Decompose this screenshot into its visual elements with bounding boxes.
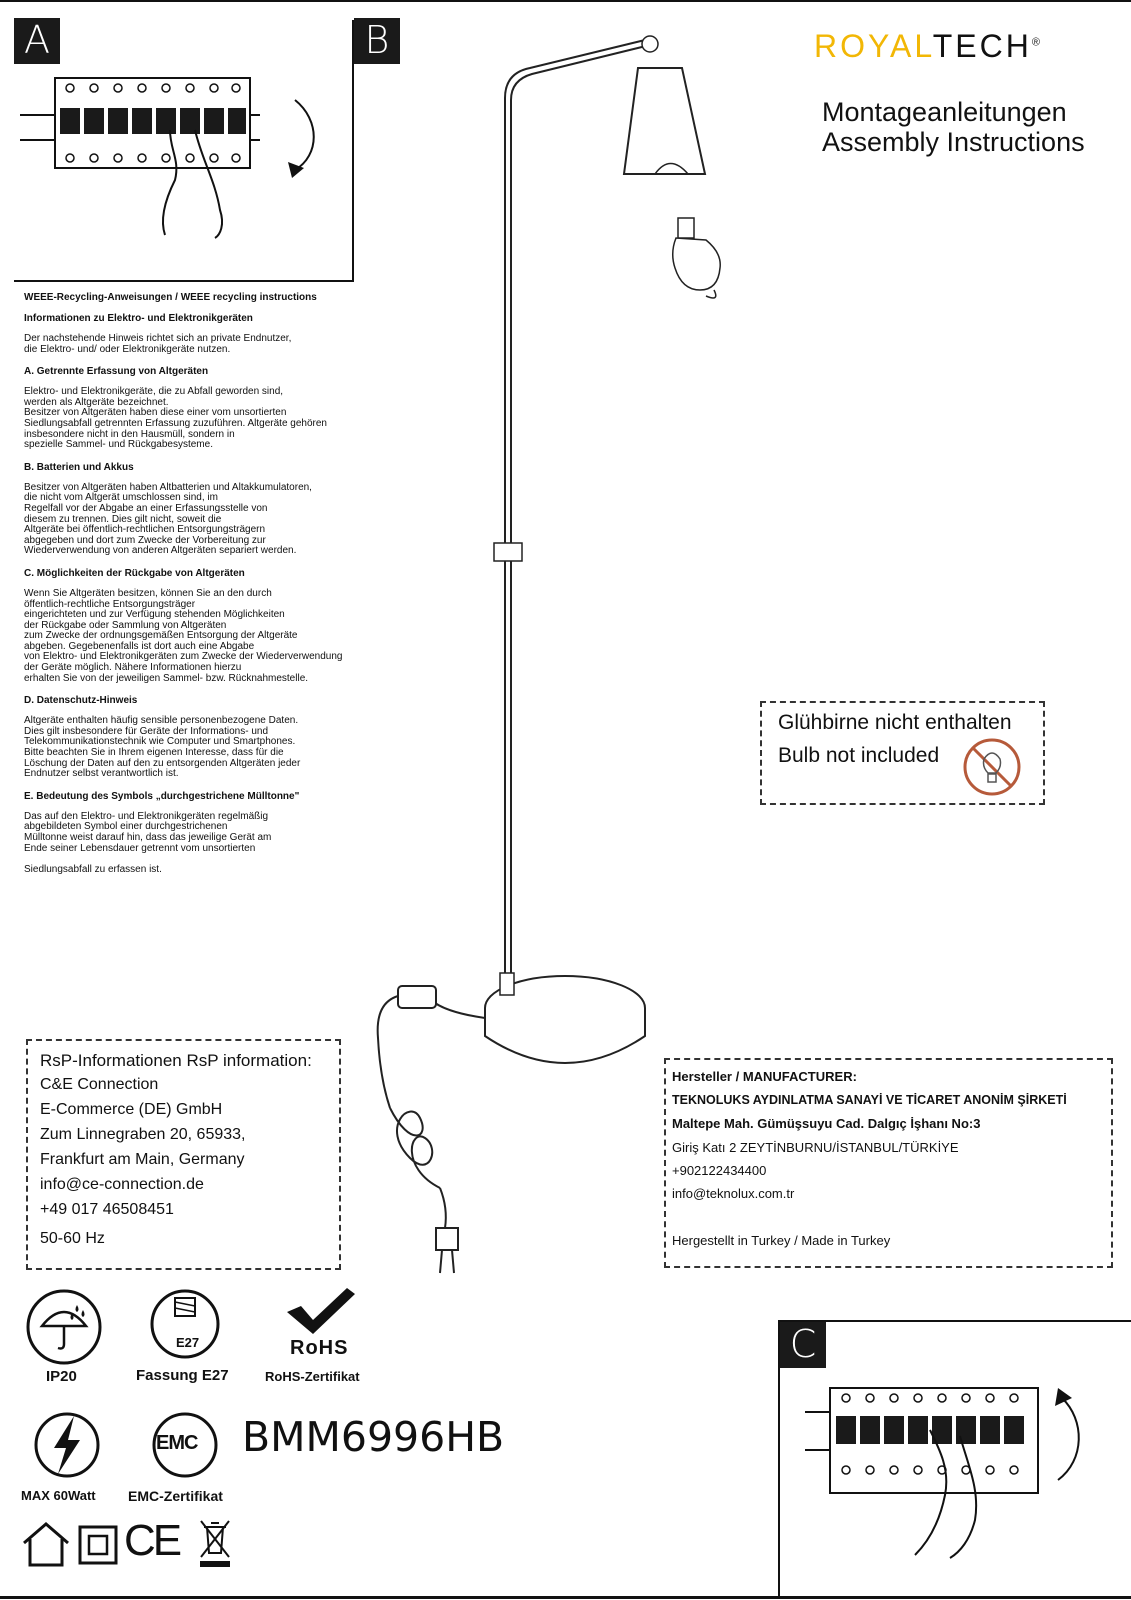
weee-section-e-text: Das auf den Elektro- und Elektronikgeräten regelmäßig abgebildeten Symbol einer durchgestrichenen Mülltonne weist darauf hin, dass das jeweilige Gerät am Ende seiner Lebensdauer getrennt vom unsortierten — [24, 810, 272, 854]
rsp-street: Zum Linnegraben 20, 65933, — [40, 1126, 246, 1143]
weee-section-b-title: B. Batterien und Akkus — [24, 461, 134, 473]
ip20-umbrella-icon — [25, 1288, 103, 1366]
registered-mark: ® — [1031, 36, 1040, 49]
class-ii-double-insulation-icon — [78, 1525, 118, 1565]
title-english: Assembly Instructions — [822, 127, 1085, 157]
manufacturer-box — [664, 1058, 1113, 1268]
weee-section-c-text: Wenn Sie Altgeräten besitzen, können Sie an den durch öffentlich-rechtliche Entsorgungsträger eingerichteten und zur Verfügung stehenden Möglichkeiten der Rückgabe oder Sammlung von Altgeräten zum Zwecke der ordnungsgemäßen Entsorgung der Altgeräte abgeben. Gegebenenfalls ist dort auch eine Abgabe von Elektro- und Elektronikgeräten zum Zwecke der Wiederverwendung der Geräte möglich. Nähere Informationen hierzu erhalten Sie von der jeweiligen Sammel- bzw. Rücknahmestelle. — [24, 587, 343, 684]
rohs-checkmark-icon — [285, 1286, 355, 1336]
brand-logo-part2: TECH — [932, 28, 1032, 64]
step-c-label: C — [780, 1322, 826, 1368]
rsp-company: C&E Connection — [40, 1076, 159, 1093]
bulb-not-included-note — [760, 701, 1045, 805]
max-power-lightning-icon — [32, 1410, 102, 1480]
ip20-caption: IP20 — [46, 1368, 77, 1385]
weee-section-e-title: E. Bedeutung des Symbols „durchgestrichene Mülltonne" — [24, 790, 300, 802]
manufacturer-origin: Hergestellt in Turkey / Made in Turkey — [672, 1233, 891, 1248]
manufacturer-name: TEKNOLUKS AYDINLATMA SANAYİ VE TİCARET ANONİM ŞİRKETİ — [672, 1093, 1067, 1107]
title-german: Montageanleitungen — [822, 97, 1067, 127]
weee-section-a-title: A. Getrennte Erfassung von Altgeräten — [24, 366, 209, 378]
crossed-bin-weee-icon — [198, 1517, 232, 1569]
brand-logo-part1: ROYAL — [814, 28, 933, 64]
indoor-use-house-icon — [21, 1521, 71, 1567]
weee-closing: Siedlungsabfall zu erfassen ist. — [24, 864, 162, 876]
brand-logo — [814, 28, 1040, 65]
rsp-city: Frankfurt am Main, Germany — [40, 1151, 245, 1168]
rsp-phone: +49 017 46508451 — [40, 1201, 174, 1218]
step-a-label: A — [14, 18, 60, 64]
rsp-information-box — [26, 1039, 341, 1270]
top-border — [0, 0, 1131, 2]
weee-recycling-section — [24, 292, 444, 887]
weee-section-d-title: D. Datenschutz-Hinweis — [24, 695, 138, 707]
breaker-switch-on-illustration — [800, 1380, 1100, 1560]
manufacturer-email: info@teknolux.com.tr — [672, 1186, 795, 1201]
max-power-caption: MAX 60Watt — [21, 1488, 96, 1503]
weee-heading: WEEE-Recycling-Anweisungen / WEEE recycling instructions — [24, 292, 317, 303]
weee-subheading: Informationen zu Elektro- und Elektronikgeräten — [24, 313, 253, 324]
rsp-heading: RsP-Informationen RsP information: — [40, 1051, 312, 1070]
weee-section-a-text: Elektro- und Elektronikgeräte, die zu Abfall geworden sind, werden als Altgeräte bezeichnet. Besitzer von Altgeräten haben diese einer vom unsortierten Siedlungsabfall getrennten Erfassung zuzuführen. Altgeräte gehören insbesondere nicht in den Hausmüll, sondern in spezielle Sammel- und Rückgabesysteme. — [24, 386, 327, 451]
weee-intro: Der nachstehende Hinweis richtet sich an private Endnutzer, die Elektro- und/ oder Elektronikgeräte nutzen. — [24, 333, 292, 355]
bulb-note-english: Bulb not included — [778, 744, 940, 767]
breaker-switch-off-illustration — [20, 70, 350, 240]
rsp-email: info@ce-connection.de — [40, 1176, 204, 1193]
weee-section-b-text: Besitzer von Altgeräten haben Altbatterien und Altakkumulatoren, die nicht vom Altgerät umschlossen sind, im Regelfall vor der Abgabe an einer Erfassungsstelle von diesem zu trennen. Dies gilt nicht, soweit die Altgeräte bei öffentlich-rechtlichen Entsorgungsträgern abgegeben und dort zum Zwecke der Vorbereitung zur Wiederverwendung von anderen Altgeräten separiert werden. — [24, 481, 312, 557]
bulb-note-german: Glühbirne nicht enthalten — [778, 711, 1012, 734]
rohs-label: RoHS — [290, 1337, 349, 1359]
manufacturer-heading: Hersteller / MANUFACTURER: — [672, 1069, 857, 1084]
rsp-frequency: 50-60 Hz — [40, 1230, 105, 1247]
manufacturer-address-1: Maltepe Mah. Gümüşsuyu Cad. Dalgıç İşhanı No:3 — [672, 1116, 981, 1131]
manufacturer-address-2: Giriş Katı 2 ZEYTİNBURNU/İSTANBUL/TÜRKİYE — [672, 1140, 959, 1155]
ce-mark: CE — [124, 1516, 180, 1565]
rohs-caption: RoHS-Zertifikat — [265, 1369, 360, 1384]
e27-socket-label: E27 — [176, 1335, 200, 1350]
emc-caption: EMC-Zertifikat — [128, 1488, 223, 1504]
e27-socket-caption: Fassung E27 — [136, 1367, 229, 1384]
rsp-company-line2: E-Commerce (DE) GmbH — [40, 1101, 223, 1118]
step-b-label: B — [354, 18, 400, 64]
weee-section-c-title: C. Möglichkeiten der Rückgabe von Altgeräten — [24, 567, 245, 579]
manufacturer-phone: +902122434400 — [672, 1163, 767, 1178]
model-number: BMM6996HB — [242, 1413, 505, 1461]
emc-label: EMC — [156, 1432, 198, 1454]
weee-section-d-text: Altgeräte enthalten häufig sensible personenbezogene Daten. Dies gilt insbesondere für Geräte der Informations- und Telekommunikationstechnik wie Computer und Smartphones. Bitte beachten Sie in Ihrem eigenen Interesse, dass für die Löschung der Daten auf den zu entsorgenden Altgeräten jeder Endnutzer selbst verantwortlich ist. — [24, 715, 301, 780]
no-bulb-icon — [962, 737, 1022, 797]
